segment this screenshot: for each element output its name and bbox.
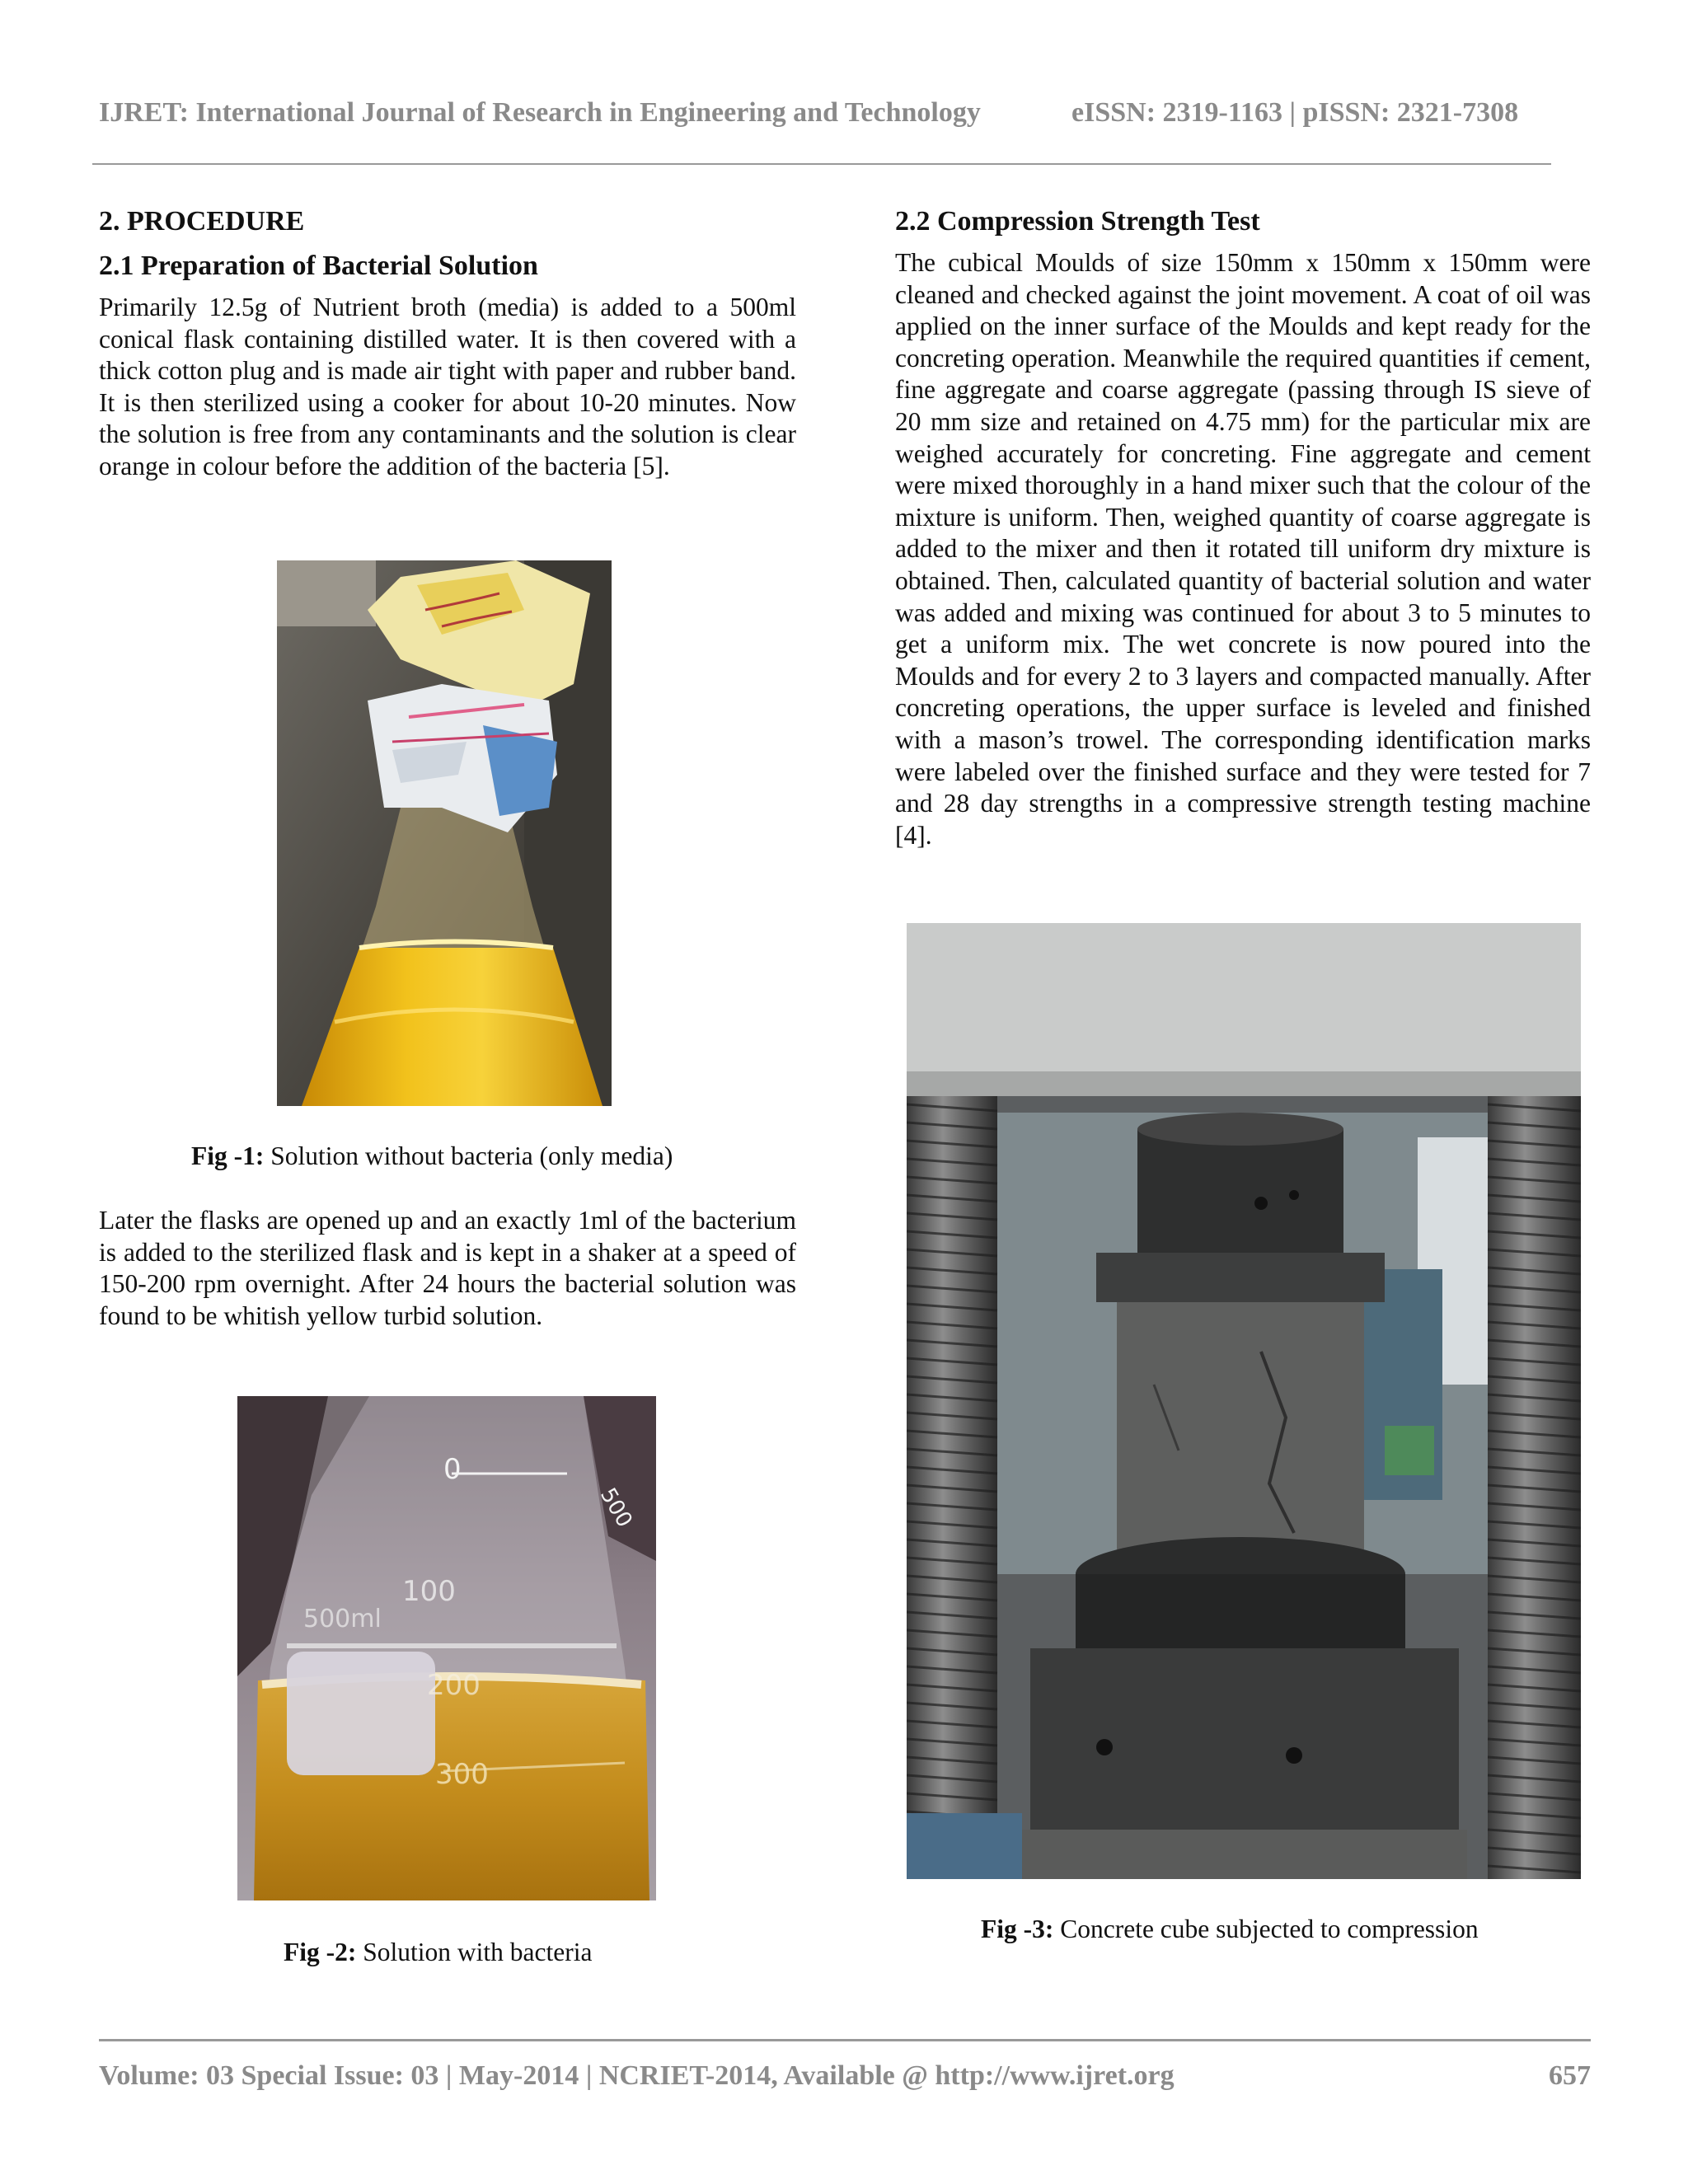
- figure-2-image: [237, 1396, 656, 1900]
- journal-title: IJRET: International Journal of Research in Engineering and Technology: [99, 97, 981, 128]
- flask-mark-0: 0: [443, 1453, 462, 1486]
- page-number: 657: [1549, 2060, 1591, 2091]
- figure-2-caption: [284, 1937, 592, 1968]
- flask-mark-500: 500: [594, 1483, 637, 1532]
- paragraph-compression-test: The cubical Moulds of size 150mm x 150mm x 150mm were cleaned and checked against the joint movement. A coat of oil was applied on the inner surface of the Moulds and kept ready for the concreting operation. Meanwhile the required quantities if cement, fine aggregate and coarse aggregate (passing through IS sieve of 20 mm size and retained on 4.75 mm) for the particular mix are weighed accurately for concreting. Fine aggregate and cement were mixed thoroughly in a hand mixer such that the colour of the mixture is uniform. Then, weighed quantity of coarse aggregate is added to the mixer and then it rotated till uniform dry mixture is obtained. Then, calculated quantity of bacterial solution and water was added and mixing was continued for about 3 to 5 minutes to get a uniform mix. The wet concrete is now poured into the Moulds and for every 2 to 3 layers and compacted manually. After concreting operations, the upper surface is leveled and finished with a mason’s trowel. The corresponding identification marks were labeled over the finished surface and they were tested for 7 and 28 day strengths in a compressive strength testing machine [4].: [895, 248, 1591, 850]
- flask-mark-100: 100: [402, 1575, 456, 1608]
- figure-3-caption: [981, 1914, 1479, 1945]
- figure-3-text: Concrete cube subjected to compression: [1053, 1915, 1479, 1943]
- figure-1-caption: [191, 1141, 673, 1172]
- figure-1-text: Solution without bacteria (only media): [264, 1141, 673, 1170]
- issn-numbers: eISSN: 2319-1163 | pISSN: 2321-7308: [1071, 97, 1519, 128]
- figure-1-label: Fig -1:: [191, 1141, 265, 1170]
- figure-3-image: [907, 923, 1581, 1879]
- left-column-continued: [99, 1205, 796, 1332]
- subsection-title-2-1: 2.1 Preparation of Bacterial Solution: [99, 251, 538, 281]
- figure-1-image: [277, 560, 612, 1106]
- figure-2-text: Solution with bacteria: [356, 1938, 593, 1966]
- figure-2-label: Fig -2:: [284, 1938, 357, 1966]
- left-column: [99, 204, 796, 483]
- section-title: 2. PROCEDURE: [99, 206, 305, 237]
- flask-volume-label: 500ml: [303, 1605, 382, 1633]
- paragraph-bacterial-solution: Primarily 12.5g of Nutrient broth (media) is added to a 500ml conical flask containing distilled water. It is then covered with a thick cotton plug and is made air tight with paper and rubber band. It is then sterilized using a cooker for about 10-20 minutes. Now the solution is free from any contaminants and the solution is clear orange in colour before the addition of the bacteria [5].: [99, 293, 796, 480]
- figure-3-label: Fig -3:: [981, 1915, 1054, 1943]
- paragraph-bacterium-added: Later the flasks are opened up and an exactly 1ml of the bacterium is added to the sterilized flask and is kept in a shaker at a speed of 150-200 rpm overnight. After 24 hours the bacterial solution was found to be whitish yellow turbid solution.: [99, 1206, 796, 1330]
- subsection-title-2-2: 2.2 Compression Strength Test: [895, 206, 1260, 237]
- header-rule: [92, 163, 1551, 165]
- right-column: [895, 204, 1591, 851]
- footer-rule: [99, 2039, 1591, 2041]
- footer-citation: Volume: 03 Special Issue: 03 | May-2014 | NCRIET-2014, Available @ http://www.ijret.org: [99, 2060, 1175, 2091]
- flask-mark-200: 200: [427, 1669, 481, 1702]
- flask-mark-300: 300: [435, 1758, 489, 1791]
- running-footer: [99, 2060, 1591, 2092]
